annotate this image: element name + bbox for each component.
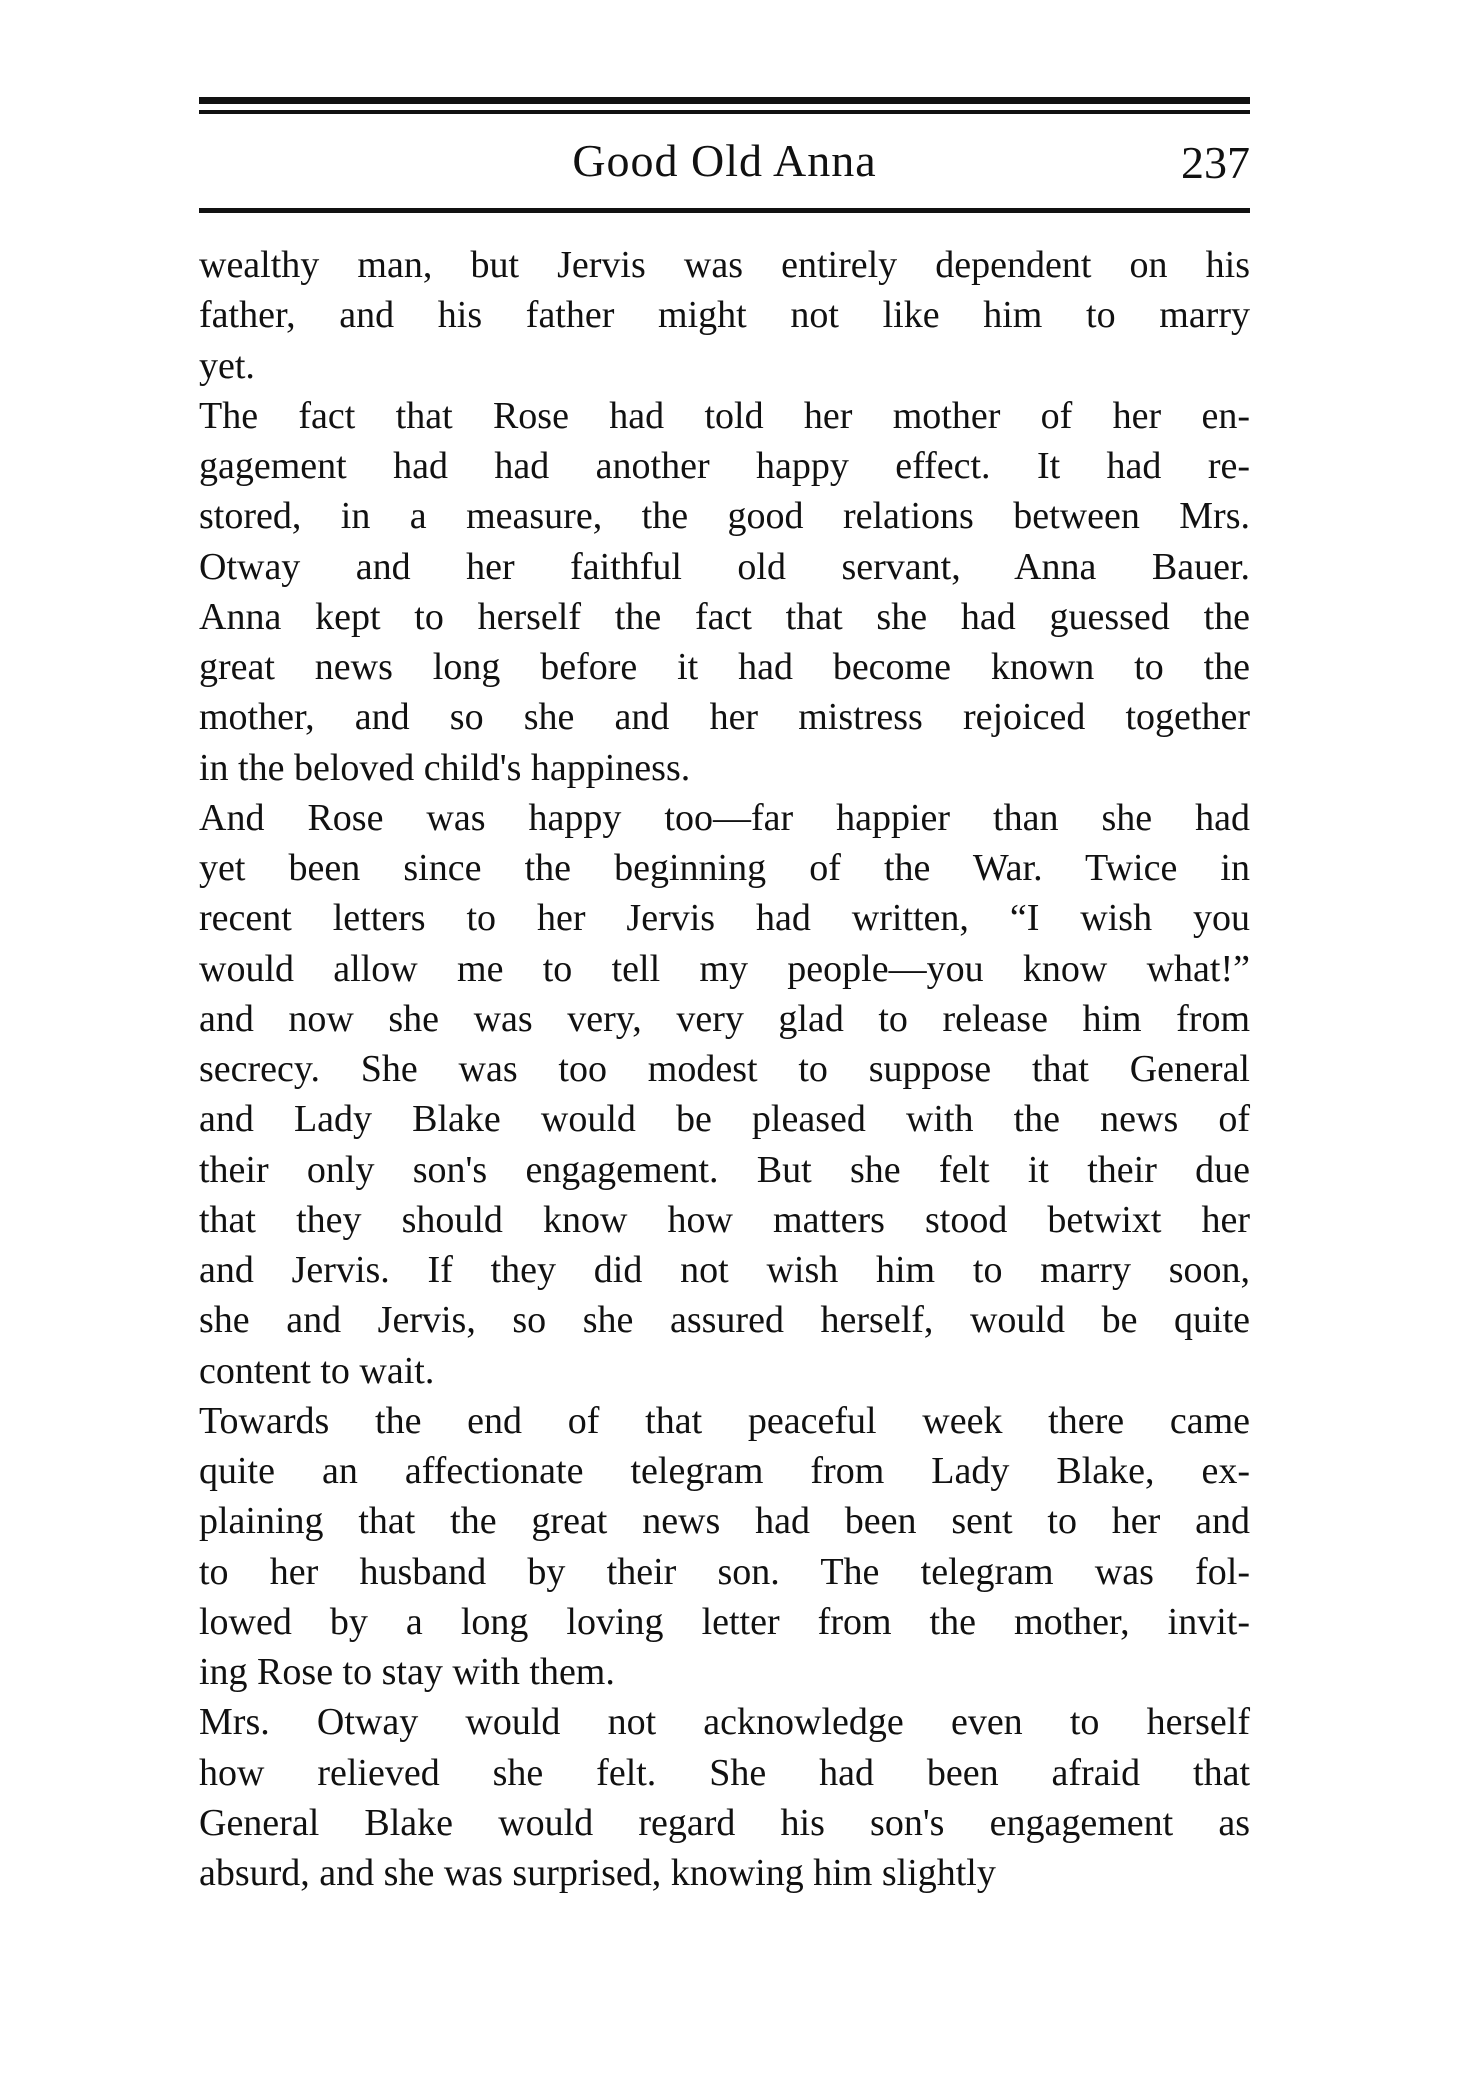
running-title: Good Old Anna [572,135,877,186]
header-rule-top [199,97,1250,104]
text-line: lowed by a long loving letter from the mother, invit- [199,1600,1250,1643]
body-text [199,240,1250,1898]
text-line: stored, in a measure, the good relations between Mrs. [199,495,1250,538]
text-line: yet. [199,344,255,387]
text-line: Otway and her faithful old servant, Anna Bauer. [199,545,1250,588]
text-line: how relieved she felt. She had been afraid that [199,1751,1250,1794]
text-line: yet been since the beginning of the War. Twice in [199,847,1250,889]
text-line: content to wait. [199,1349,435,1392]
text-line: wealthy man, but Jervis was entirely dependent on his [199,244,1250,286]
text-line: Anna kept to herself the fact that she had guessed the [199,595,1250,638]
text-line: father, and his father might not like him to marry [199,294,1250,337]
page-number: 237 [1181,137,1250,188]
text-line: gagement had had another happy effect. It had re- [199,445,1250,487]
text-line: recent letters to her Jervis had written, “I wish you [199,897,1250,940]
header-rule-top-thin [199,110,1250,114]
text-line: secrecy. She was too modest to suppose that General [199,1048,1250,1090]
text-line: And Rose was happy too—far happier than she had [199,796,1250,839]
text-line: would allow me to tell my people—you know what!” [199,947,1250,990]
text-line: plaining that the great news had been sent to her and [199,1500,1250,1543]
text-line: ing Rose to stay with them. [199,1651,615,1693]
text-line: General Blake would regard his son's engagement as [199,1801,1250,1844]
text-line: their only son's engagement. But she felt it their due [199,1148,1250,1191]
text-line: great news long before it had become known to the [199,646,1250,688]
text-line: The fact that Rose had told her mother of her en- [199,394,1250,437]
text-line: and Jervis. If they did not wish him to marry soon, [199,1249,1250,1291]
text-line: Mrs. Otway would not acknowledge even to herself [199,1701,1250,1744]
text-line: Towards the end of that peaceful week there came [199,1399,1250,1442]
text-line: to her husband by their son. The telegram was fol- [199,1550,1250,1593]
text-line: mother, and so she and her mistress rejoiced together [199,696,1250,739]
text-line: and Lady Blake would be pleased with the news of [199,1098,1250,1141]
text-line: she and Jervis, so she assured herself, would be quite [199,1299,1250,1342]
text-line: quite an affectionate telegram from Lady Blake, ex- [199,1450,1250,1492]
header-rule-bottom [199,208,1250,213]
text-line: in the beloved child's happiness. [199,746,691,789]
text-line: that they should know how matters stood betwixt her [199,1198,1250,1241]
text-line: and now she was very, very glad to release him from [199,997,1250,1040]
text-line: absurd, and she was surprised, knowing him slightly [199,1852,996,1894]
